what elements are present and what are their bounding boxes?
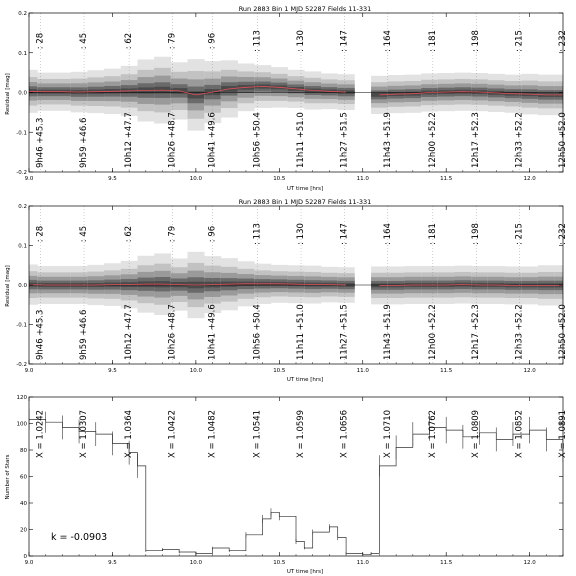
ra-dec-label: 9h46 +45.3 — [35, 117, 46, 168]
field-number-label: : 96 — [207, 32, 218, 50]
panel-2-title: Run 2883 Bin 1 MJD 52287 Fields 11-331 — [238, 198, 372, 206]
field-number-label: : 198 — [471, 30, 482, 52]
y-tick-label: 60 — [20, 474, 27, 481]
x-tick-label: 11.5 — [440, 176, 453, 182]
airmass-label: X = 1.0541 — [252, 409, 263, 458]
airmass-label: X = 1.0422 — [167, 409, 178, 458]
field-number-label: : 215 — [514, 223, 525, 245]
y-tick-label: 0.2 — [18, 204, 27, 210]
field-number-label: : 130 — [296, 223, 307, 245]
field-number-label: : 45 — [79, 225, 90, 243]
panel-2-x-axis-label: UT time [hrs] — [286, 377, 324, 383]
airmass-label: X = 1.0891 — [558, 409, 568, 458]
ra-dec-label: 11h43 +51.9 — [382, 112, 393, 168]
panel-3-x-tick-labels — [25, 560, 537, 566]
x-tick-label: 9.5 — [108, 368, 117, 374]
star-count-panel — [5, 395, 568, 575]
panel-3-y-axis-label: Number of Stars — [5, 454, 11, 500]
x-tick-label: 12.0 — [523, 368, 536, 374]
y-tick-label: -0.2 — [16, 170, 27, 176]
field-number-label: : 28 — [35, 225, 46, 243]
ra-dec-label: 10h56 +50.4 — [252, 304, 263, 360]
field-number-label: : 79 — [167, 32, 178, 50]
field-number-label: : 62 — [124, 225, 135, 243]
airmass-label: X = 1.0482 — [207, 409, 218, 458]
ra-dec-label: 9h46 +45.3 — [35, 309, 46, 360]
airmass-label: X = 1.0364 — [124, 409, 135, 458]
x-tick-label: 10.5 — [273, 368, 286, 374]
field-number-label: : 79 — [167, 225, 178, 243]
field-number-label: : 181 — [427, 223, 438, 245]
x-tick-label: 9.0 — [24, 368, 34, 374]
x-tick-label: 9.5 — [108, 560, 117, 566]
ra-dec-label: 10h56 +50.4 — [252, 112, 263, 168]
field-number-label: : 96 — [207, 225, 218, 243]
field-number-label: : 181 — [427, 30, 438, 52]
field-number-label: : 147 — [339, 30, 350, 52]
y-tick-label: 0 — [23, 554, 27, 560]
x-tick-label: 11.0 — [356, 368, 369, 374]
y-tick-label: 100 — [16, 421, 27, 428]
field-number-label: : 164 — [382, 30, 393, 52]
y-tick-label: 80 — [20, 448, 27, 454]
y-tick-label: 0.1 — [18, 50, 27, 57]
x-tick-label: 9.0 — [24, 560, 34, 566]
ra-dec-label: 10h12 +47.7 — [124, 112, 135, 168]
field-number-label: : 232 — [558, 30, 568, 52]
ra-dec-label: 12h17 +52.3 — [471, 304, 482, 360]
panel-3-y-tick-labels — [17, 395, 28, 560]
panel-1-title: Run 2883 Bin 1 MJD 52287 Fields 11-331 — [238, 5, 372, 13]
x-tick-label: 12.0 — [523, 176, 536, 182]
ra-dec-label: 11h43 +51.9 — [382, 304, 393, 360]
field-number-label: : 215 — [514, 30, 525, 52]
panel-2-plot-area — [29, 206, 568, 364]
ra-dec-label: 12h17 +52.3 — [471, 112, 482, 168]
airmass-label: X = 1.0242 — [35, 409, 46, 458]
x-tick-label: 12.0 — [523, 560, 536, 566]
field-number-label: : 113 — [252, 30, 263, 52]
ra-dec-label: 11h27 +51.5 — [339, 112, 350, 168]
residual-panel-2 — [5, 198, 568, 383]
airmass-label: X = 1.0710 — [382, 409, 393, 458]
ra-dec-label: 12h50 +52.0 — [558, 304, 568, 360]
x-tick-label: 11.0 — [356, 560, 369, 566]
y-tick-label: -0.1 — [16, 322, 27, 329]
panel-3-x-axis-label: UT time [hrs] — [286, 569, 324, 575]
x-tick-label: 9.0 — [24, 176, 34, 182]
x-tick-label: 10.0 — [189, 368, 202, 374]
y-tick-label: 40 — [20, 501, 27, 507]
ra-dec-label: 10h26 +48.7 — [167, 304, 178, 360]
ra-dec-label: 11h11 +51.0 — [296, 304, 307, 360]
ra-dec-label: 12h33 +52.2 — [514, 304, 525, 360]
field-number-label: : 28 — [35, 32, 46, 50]
field-number-label: : 130 — [296, 30, 307, 52]
airmass-label: X = 1.0762 — [427, 409, 438, 458]
airmass-label: X = 1.0656 — [339, 409, 350, 458]
ra-dec-label: 10h41 +49.6 — [207, 304, 218, 360]
ra-dec-label: 12h50 +52.0 — [558, 112, 568, 168]
y-tick-label: 0.2 — [18, 11, 27, 17]
y-tick-label: 0.0 — [18, 90, 27, 97]
x-tick-label: 11.5 — [440, 560, 453, 566]
x-tick-label: 9.5 — [108, 176, 117, 182]
ra-dec-label: 12h00 +52.2 — [427, 304, 438, 360]
panel-3-plot-area — [29, 397, 568, 556]
panel-1-x-axis-label: UT time [hrs] — [286, 186, 324, 192]
y-tick-label: 20 — [20, 527, 27, 534]
panel-2-x-tick-labels — [25, 368, 537, 374]
y-tick-label: 0.0 — [18, 283, 27, 289]
field-number-label: : 147 — [339, 223, 350, 245]
ra-dec-label: 12h33 +52.2 — [514, 112, 525, 168]
airmass-label: X = 1.0852 — [514, 409, 525, 458]
panel-2-y-axis-label: Residual [mag] — [5, 265, 11, 307]
ra-dec-label: 10h41 +49.6 — [207, 112, 218, 168]
y-tick-label: -0.2 — [16, 362, 27, 368]
field-number-label: : 62 — [124, 32, 135, 50]
ra-dec-label: 9h59 +46.6 — [79, 309, 90, 360]
panel-1-plot-area — [29, 13, 568, 172]
panel-1-y-axis-label: Residual [mag] — [5, 73, 11, 115]
residual-panel-1 — [5, 5, 568, 192]
panel-2-y-tick-labels — [16, 204, 27, 368]
x-tick-label: 10.0 — [189, 176, 202, 182]
field-number-label: : 232 — [558, 223, 568, 245]
x-tick-label: 10.5 — [273, 560, 286, 566]
airmass-label: X = 1.0307 — [79, 409, 90, 458]
x-tick-label: 10.5 — [273, 176, 286, 182]
ra-dec-label: 11h11 +51.0 — [296, 112, 307, 168]
field-number-label: : 198 — [471, 223, 482, 245]
x-tick-label: 11.0 — [356, 176, 369, 182]
extinction-coefficient-label: k = -0.0903 — [51, 532, 108, 543]
field-number-label: : 113 — [252, 223, 263, 245]
y-tick-label: 120 — [16, 395, 27, 401]
ra-dec-label: 10h12 +47.7 — [124, 304, 135, 360]
panel-1-y-tick-labels — [16, 11, 27, 176]
ra-dec-label: 11h27 +51.5 — [339, 304, 350, 360]
airmass-label: X = 1.0809 — [471, 409, 482, 458]
x-tick-label: 10.0 — [189, 560, 202, 566]
ra-dec-label: 10h26 +48.7 — [167, 112, 178, 168]
field-number-label: : 164 — [382, 223, 393, 245]
ra-dec-label: 9h59 +46.6 — [79, 117, 90, 168]
field-number-label: : 45 — [79, 32, 90, 50]
y-tick-label: 0.1 — [18, 243, 27, 250]
airmass-label: X = 1.0599 — [296, 409, 307, 458]
panel-1-x-tick-labels — [25, 176, 537, 182]
ra-dec-label: 12h00 +52.2 — [427, 112, 438, 168]
x-tick-label: 11.5 — [440, 368, 453, 374]
y-tick-label: -0.1 — [16, 130, 27, 137]
